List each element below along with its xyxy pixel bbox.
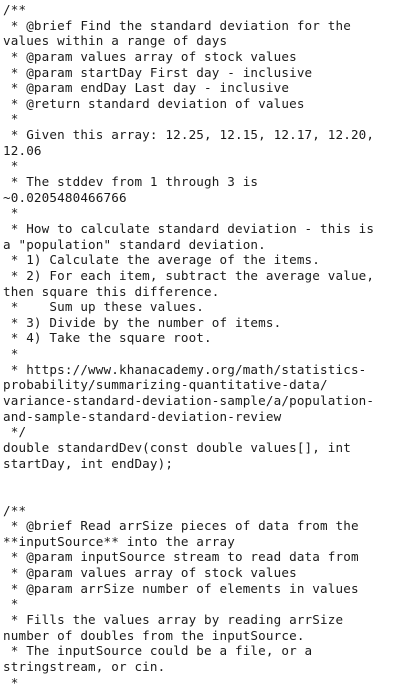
code-line: * — [3, 158, 19, 174]
code-line — [3, 471, 403, 487]
code-line: * @param inputSource stream to read data from — [3, 549, 359, 565]
code-line: * https://www.khanacademy.org/math/statistics- — [3, 361, 367, 377]
code-document — [3, 2, 403, 690]
code-line: /** — [3, 2, 27, 17]
code-line: * — [3, 111, 19, 127]
code-line: * Given this array: 12.25, 12.15, 12.17, 12.20, — [3, 127, 375, 143]
code-line: ~0.0205480466766 — [3, 189, 127, 205]
code-line: * @param startDay First day - inclusive — [3, 64, 313, 80]
code-line: 12.06 — [3, 142, 42, 158]
code-line: * How to calculate standard deviation - this is — [3, 220, 375, 236]
code-line: * — [3, 596, 19, 612]
code-line: then square this difference. — [3, 283, 220, 299]
code-line: * @param arrSize number of elements in values — [3, 580, 359, 596]
code-line: * @param endDay Last day - inclusive — [3, 80, 290, 96]
code-line: startDay, int endDay); — [3, 455, 174, 471]
code-line — [3, 487, 403, 503]
code-line: /** — [3, 502, 27, 518]
code-line: values within a range of days — [3, 33, 228, 49]
code-line: a "population" standard deviation. — [3, 236, 266, 252]
code-line: and-sample-standard-deviation-review — [3, 408, 282, 424]
code-line: * @return standard deviation of values — [3, 95, 305, 111]
code-line: **inputSource** into the array — [3, 533, 235, 549]
code-line: * — [3, 674, 19, 690]
code-line: double standardDev(const double values[], int — [3, 439, 351, 455]
code-line: * @brief Read arrSize pieces of data from the — [3, 518, 359, 534]
code-line: variance-standard-deviation-sample/a/population- — [3, 393, 375, 409]
code-line: * — [3, 346, 19, 362]
code-line: */ — [3, 424, 27, 440]
code-line: * @param values array of stock values — [3, 565, 297, 581]
code-line: probability/summarizing-quantitative-data/ — [3, 377, 328, 393]
code-line: * 1) Calculate the average of the items. — [3, 252, 321, 268]
code-line: * @brief Find the standard deviation for the — [3, 17, 351, 33]
code-line: * 3) Divide by the number of items. — [3, 314, 282, 330]
code-line: * @param values array of stock values — [3, 48, 297, 64]
code-line: number of doubles from the inputSource. — [3, 627, 305, 643]
code-line: * Fills the values array by reading arrSize — [3, 611, 344, 627]
code-line: stringstream, or cin. — [3, 658, 166, 674]
code-line: * Sum up these values. — [3, 299, 205, 315]
code-line: * The inputSource could be a file, or a — [3, 643, 313, 659]
code-line: * 2) For each item, subtract the average value, — [3, 267, 375, 283]
code-line: * — [3, 205, 19, 221]
code-line: * 4) Take the square root. — [3, 330, 212, 346]
code-line: * The stddev from 1 through 3 is — [3, 174, 259, 190]
